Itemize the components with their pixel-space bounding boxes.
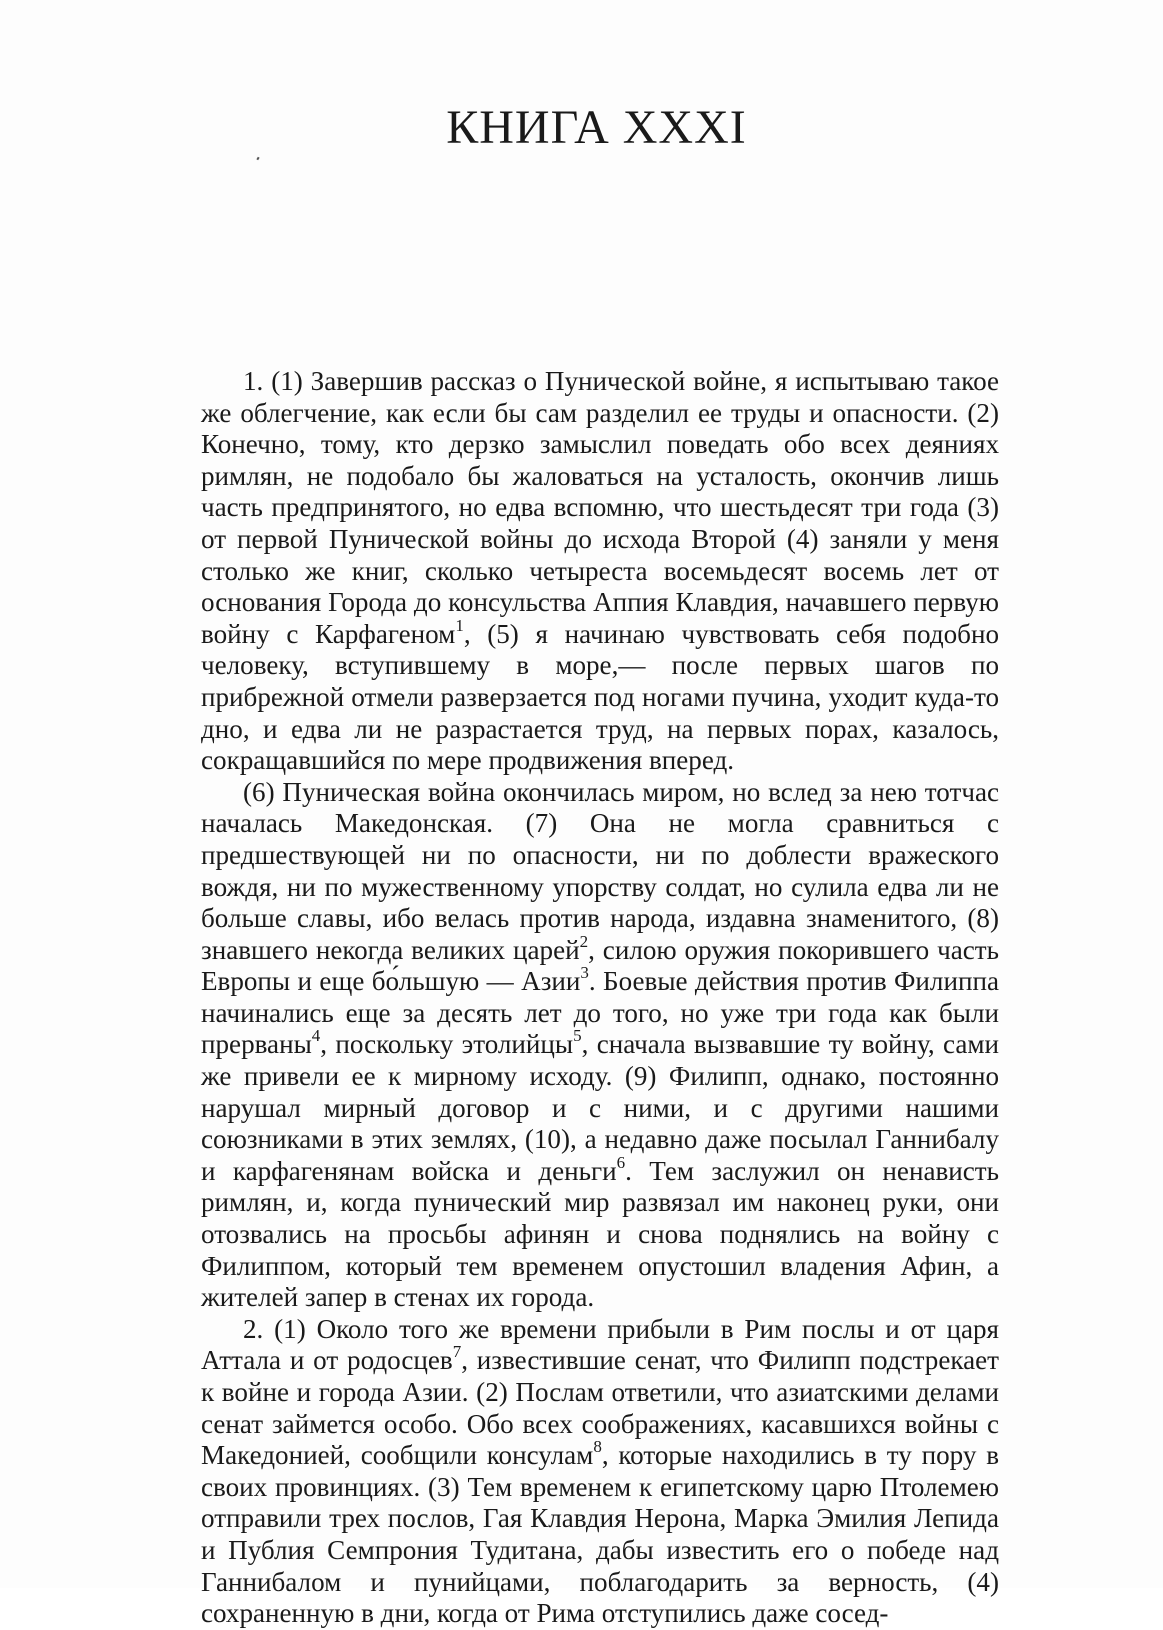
text-run: (6) Пуническая война окончилась миром, но вслед за нею тотчас началась Македонская. (7) Она не могла сравниться с предшествующей ни по опасности, ни по доблести вражеского вождя, ни по мужественному упорству солдат, но сулила едва ли не больше славы, ибо велась против народа, издавна знаменитого, (8) знавшего некогда великих царей (201, 776, 999, 965)
text-run: , известившие сенат, что Филипп подстрекает к войне и города Азии. (2) Послам ответили, что азиатскими делами сенат займется особо. Обо всех соображениях, касавшихся войны с Македонией, сообщили консулам (201, 1345, 999, 1471)
text-run: 1. (1) Завершив рассказ о Пунической войне, я испытываю такое же облегчение, как если бы сам разделил ее труды и опасности. (2) Конечно, тому, кто дерзко замыслил поведать обо всех деяниях римлян, не подобало бы жаловаться на усталость, окончив лишь часть предпринятого, но едва вспомню, что шестьдесят три года (3) от первой Пунической войны до исхода Второй (4) заняли у меня столько же книг, сколько четыреста восемьдесят восемь лет от основания Города до консульства Аппия Клавдия, начавшего первую войну с Карфагеном (201, 366, 999, 649)
footnote-ref-5[interactable]: 5 (573, 1026, 582, 1046)
footnote-ref-6[interactable]: 6 (616, 1152, 626, 1172)
footnote-ref-7[interactable]: 7 (452, 1342, 462, 1362)
footnote-ref-8[interactable]: 8 (593, 1437, 602, 1457)
footnote-ref-3[interactable]: 3 (580, 963, 589, 983)
text-run: , силою оружия покорившего часть Европы и еще бо́льшую — Азии (201, 934, 999, 997)
text-body (201, 366, 999, 1630)
paragraph-chapter-1-part-6 (201, 777, 999, 1314)
text-run: , (5) я начинаю чувствовать себя подобно человеку, вступившему в море,— после первых шагов по прибрежной отмели разверзается под ногами пучина, уходит куда-то дно, и едва ли не разрастается труд, на первых порах, казалось, сокращавшийся по мере продвижения вперед. (201, 618, 999, 776)
text-run: . Боевые действия против Филиппа начинались еще за десять лет до того, но уже три года как были прерваны (201, 966, 999, 1060)
text-run: . Тем заслужил он ненависть римлян, и, когда пунический мир развязал им наконец руки, они отозвались на просьбы афинян и снова поднялись на войну с Филиппом, который тем временем опустошил владения Афин, а жителей запер в стенах их города. (201, 1155, 999, 1313)
footnote-ref-4[interactable]: 4 (311, 1026, 321, 1046)
footnote-ref-2[interactable]: 2 (579, 931, 589, 951)
text-run: , поскольку этолийцы (320, 1029, 574, 1060)
book-title: КНИГА XXXI (446, 101, 747, 154)
text-run: , которые находились в ту пору в своих провинциях. (3) Тем временем к египетскому царю Птолемею отправили трех послов, Гая Клавдия Нерона, Марка Эмилия Лепида и Публия Семпрония Тудитана, дабы известить его о победе над Ганнибалом и пунийцами, поблагодарить за верность, (4) сохраненную в дни, когда от Рима отступились даже сосед- (201, 1440, 999, 1629)
paragraph-chapter-1 (201, 366, 999, 777)
footnote-ref-1[interactable]: 1 (455, 615, 464, 635)
text-run: , сначала вызвавшие ту войну, сами же привели ее к мирному исходу. (9) Филипп, однако, постоянно нарушал мирный договор и с ними, и с другими нашими союзниками в этих землях, (10), а недавно даже посылал Ганнибалу и карфагенянам войска и деньги (201, 1029, 999, 1186)
paragraph-chapter-2 (201, 1314, 999, 1630)
text-run: 2. (1) Около того же времени прибыли в Рим послы и от царя Аттала и от родосцев (201, 1313, 999, 1376)
print-speck (256, 157, 259, 161)
